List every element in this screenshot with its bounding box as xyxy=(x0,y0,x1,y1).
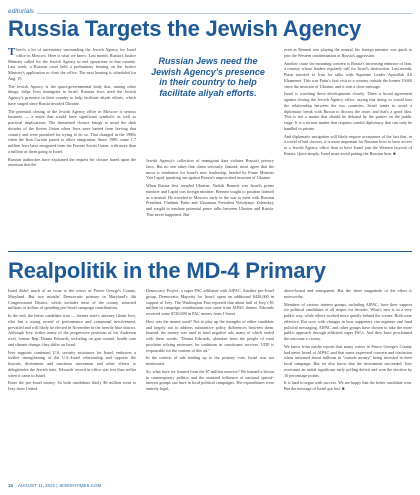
article-column-1 xyxy=(8,47,136,170)
pull-quote: Russian Jews need the Jewish Agency's presence in their country to help facilitate aliyah efforts. xyxy=(151,56,265,98)
article-paragraph: The Jewish Agency is the quasi-governmental body that, among other things, helps Jews immigrate to Israel. Russian Jews need the Jewish Agency's presence in their country to help facilitate aliyah efforts, which have surged since Russia invaded Ukraine. xyxy=(8,83,136,106)
article-paragraph: It is hard to argue with success. We are happy that the better candidate won. But the message of Israel got lost. ■ xyxy=(284,380,412,391)
article-paragraph: Israel didn't much of an issue to the voters of Prince George's County, Maryland. But two months' Democratic primary in Maryland's 4th Congressional District, which includes most of the county, attracted millions of dollars of spending pro-Israel campaign contributions. xyxy=(8,288,136,311)
article-paragraph: Enter the pro-Israel money. So both candidates likely $6 million went to Ivey from United xyxy=(8,380,136,391)
article-paragraph-text: here's a lot of uncertainty surrounding the Jewish Agency for Israel office in Moscow. Here is what we know: Last month, Russia's Justice Ministry called for the Jewish Agency to end operations in that country. Last week, a Russian court held a preliminary hearing on the Justice Ministry's application to close the office. The next hearing is scheduled for Aug. 19. xyxy=(8,47,136,81)
article-paragraph: We know from media reports that many voters in Prince George's County had never heard of AIPAC and that some expressed concern and confusion when informed about millions in "outside money" being invested in their local campaign. But we also know that the investment succeeded. Ivey overcame an initial significant early polling deficit and won the election by 16 percentage points. xyxy=(284,343,412,378)
section-tag: editorials xyxy=(8,8,37,15)
article-paragraph: Members of various interest groups, including AIPAC, have their support for political candidates of all stripes for decades. What's new is in a very public way, while others worked more quietly behind the scenes. Both were effective. But now, with changes in how supporters can organize and fund political messaging, AIPAC and other groups have chosen to take the more public approach through affiliated super PACs. And they have proclaimed the outcome a victory. xyxy=(284,301,412,341)
publication-info: AUGUST 11, 2022 | JEWISHTIMES.COM xyxy=(18,483,102,488)
article-column-2 xyxy=(146,158,274,220)
article-paragraph: So, what have we learned from the $7 million exercise? We learned a lesson in contemporary politics and the outsized influence of national special-interest groups can have in local political campaigns. The expenditures were entirely legal, xyxy=(146,368,274,391)
article-column-1 xyxy=(8,288,136,394)
article-paragraph: How was the money used? Not to play up the strengths of either candidate and largely not to address substantive policy differences between them. Instead, the money was used to fund negative ads, many of which ended with these words: "Donna Edwards, absentee from the people of rural proclaim solving measures for traditions in constituent services. UDP is responsible for the content of this ad." xyxy=(146,318,274,353)
article-paragraph: In the end, the better candidate won — former state's attorney Glenn Ivey, who has a strong record of performance and communal involvement, prevailed and will likely be elected in November in the heavily blue district. Although Ivey strikes many of the progressive positions of his Anderson rival, former Rep. Donna Edwards, including on gun control, health care and climate change, they differ on Israel. xyxy=(8,313,136,347)
article-column-3 xyxy=(284,47,412,159)
article-paragraph: And diplomatic navigation will likely require acceptance of the fact that, in a world of bad choices, it is more important for Russian Jews to have access to a Jewish Agency office than to have Israel join the Western boycott of Russia. Quite simply, Israel must avoid poking the Russian bear. ■ xyxy=(284,133,412,156)
article-paragraph: Russian authorities have explained the request for closure based upon the assertion that the xyxy=(8,156,136,168)
page-footer xyxy=(8,483,412,488)
article-paragraph: Jewish Agency's collection of immigrant data violates Russia's privacy laws. But no one takes that claim seriously. Instead, most agree that the move is retaliation for Israel's new leadership, headed by Prime Minister Yair Lapid, speaking out against Russia's unprovoked invasion of Ukraine. xyxy=(146,158,274,181)
article-headline: Russia Targets the Jewish Agency xyxy=(8,16,362,41)
article-paragraph: above-board and transparent. But the sheer magnitude of the effort is noteworthy. xyxy=(284,288,412,299)
article-paragraph: Israel is watching these developments closely. There is broad agreement against closing the Jewish Agency office, saying that doing so would hurt the relationship between the two countries. Israel wants to avoid a diplomatic break with Russia to discuss the issue, and that's a good idea. This is not a matter that should be debated by the parties on the public stage. It is a serious matter that requires careful diplomacy that can only be handled in private. xyxy=(284,91,412,131)
article-paragraph: In the context of ads leading up to the primary vote, Israel was not mentioned. xyxy=(146,355,274,366)
article-column-3 xyxy=(284,288,412,394)
article-headline: Realpolitik in the MD-4 Primary xyxy=(8,258,326,283)
section-tag-rule xyxy=(8,13,412,14)
article-paragraph xyxy=(8,47,136,82)
drop-cap: T xyxy=(8,46,16,58)
article-column-2 xyxy=(146,288,274,394)
article-paragraph: Ivey supports continued U.S. security assistance for Israel, embraces a further strengthening of the U.S.-Israel relationship and opposes the boycott, divestment and sanctions movement and other efforts to delegitimize the Jewish state. Edwards' record in office was less than stellar when it came to Israel. xyxy=(8,349,136,378)
article-paragraph: Another cause for mounting concern is Russia's increasing embrace of Iran, a country whose leaders regularly call for Israel's destruction. Last month, Putin traveled to Iran for talks with Supreme Leader Ayatollah Ali Khamenei. This was Putin's first visit to a country outside the former USSR since the invasion of Ukraine, and it sent a clear message. xyxy=(284,60,412,89)
section-divider xyxy=(8,251,412,252)
article-paragraph: When Russia first invaded Ukraine, Naftali Bennett was Israel's prime minister and Lapid was foreign minister. Bennett sought to position himself as a neutral. He traveled to Moscow early in the war to meet with Russian President Vladimir Putin and Ukrainian President Volodymyr Zelenskyy and sought to mediate potential peace talks between Ukraine and Russia. That never happened. But xyxy=(146,183,274,217)
article-paragraph: Democracy Project, a super PAC affiliated with AIPAC. Another pro-Israel group, Democratic Majority for Israel, spent an additional $420,000 in support of Ivey. The Washington Post reported that about half of Ivey's $1 million in campaign contributions was came from AIPAC donors. Edwards received some $720,000 in PAC money from J Street. xyxy=(146,288,274,316)
page-number: 16 xyxy=(8,483,14,488)
article-paragraph: even as Bennett was playing the neutral, his foreign minister was quick to join the Western condemnation of Russia's aggression. xyxy=(284,47,412,58)
article-paragraph: The potential closing of the Jewish Agency office in Moscow is serious business — a move that would have significant symbolic as well as practical implications. The threatened closure brings to mind the dark decades of the Soviet Union when Jews were barred from leaving that country and were punished for trying to do so. That changed in the 1980s when the Iron Curtain parted to allow emigration. Since 1989, some 1.7 million Jews have emigrated from the Former Soviet Union, with more than a million of them going to Israel. xyxy=(8,108,136,154)
